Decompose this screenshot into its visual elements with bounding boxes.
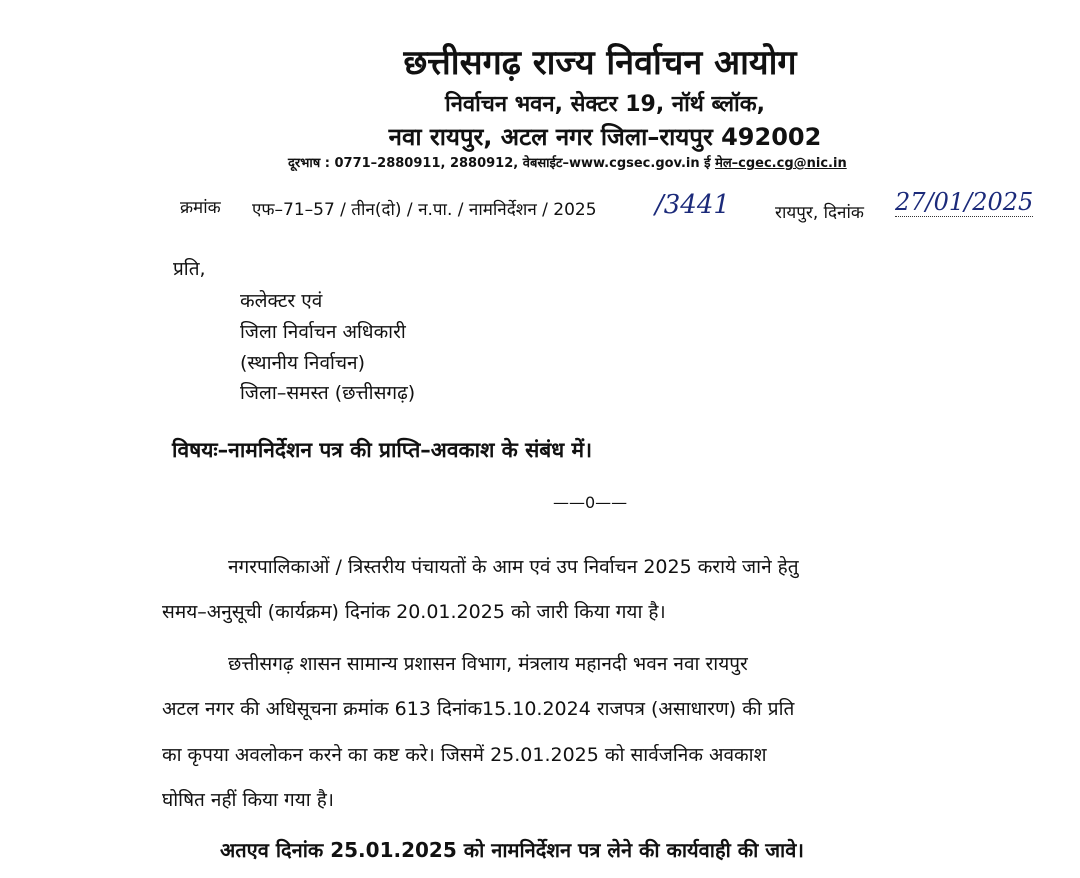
separator: ——0—— xyxy=(553,493,628,512)
reference-number: एफ–71–57 / तीन(दो) / न.पा. / नामनिर्देशन / 2025 xyxy=(252,200,597,220)
recipient-line: (स्थानीय निर्वाचन) xyxy=(240,352,365,374)
subject-line: विषयः–नामनिर्देशन पत्र की प्राप्ति–अवकाश के संबंध में। xyxy=(172,438,593,462)
body-line: नगरपालिकाओं / त्रिस्तरीय पंचायतों के आम एवं उप निर्वाचन 2025 कराये जाने हेतु xyxy=(228,556,799,578)
recipient-line: जिला निर्वाचन अधिकारी xyxy=(240,321,406,343)
contact-email: मेल–cgec.cg@nic.in xyxy=(715,156,847,171)
recipient-line: जिला–समस्त (छत्तीसगढ़) xyxy=(240,382,416,404)
reference-label: क्रमांक xyxy=(180,198,221,218)
org-name: छत्तीसगढ़ राज्य निर्वाचन आयोग xyxy=(403,43,797,83)
body-line: का कृपया अवलोकन करने का कष्ट करे। जिसमें 25.01.2025 को सार्वजनिक अवकाश xyxy=(162,744,767,766)
body-line: घोषित नहीं किया गया है। xyxy=(162,789,334,811)
address-line-2: नवा रायपुर, अटल नगर जिला–रायपुर 492002 xyxy=(388,123,822,151)
place-date-label: रायपुर, दिनांक xyxy=(775,203,864,223)
address-line-1: निर्वाचन भवन, सेक्टर 19, नॉर्थ ब्लॉक, xyxy=(445,92,765,117)
body-line: अटल नगर की अधिसूचना क्रमांक 613 दिनांक15.10.2024 राजपत्र (असाधारण) की प्रति xyxy=(162,698,795,720)
final-instruction: अतएव दिनांक 25.01.2025 को नामनिर्देशन पत्र लेने की कार्यवाही की जावे। xyxy=(220,838,804,862)
to-label: प्रति, xyxy=(173,258,206,280)
contact-phone-website: दूरभाष : 0771–2880911, 2880912, वेबसाईट–www.cgsec.gov.in ई xyxy=(288,156,716,171)
handwritten-date: 27/01/2025 xyxy=(895,188,1034,216)
recipient-line: कलेक्टर एवं xyxy=(240,290,323,312)
handwritten-dispatch-number: /3441 xyxy=(655,190,730,220)
contact-line xyxy=(288,153,847,171)
body-line: छत्तीसगढ़ शासन सामान्य प्रशासन विभाग, मंत्रलाय महानदी भवन नवा रायपुर xyxy=(228,653,748,675)
body-line: समय–अनुसूची (कार्यक्रम) दिनांक 20.01.2025 को जारी किया गया है। xyxy=(162,601,666,623)
